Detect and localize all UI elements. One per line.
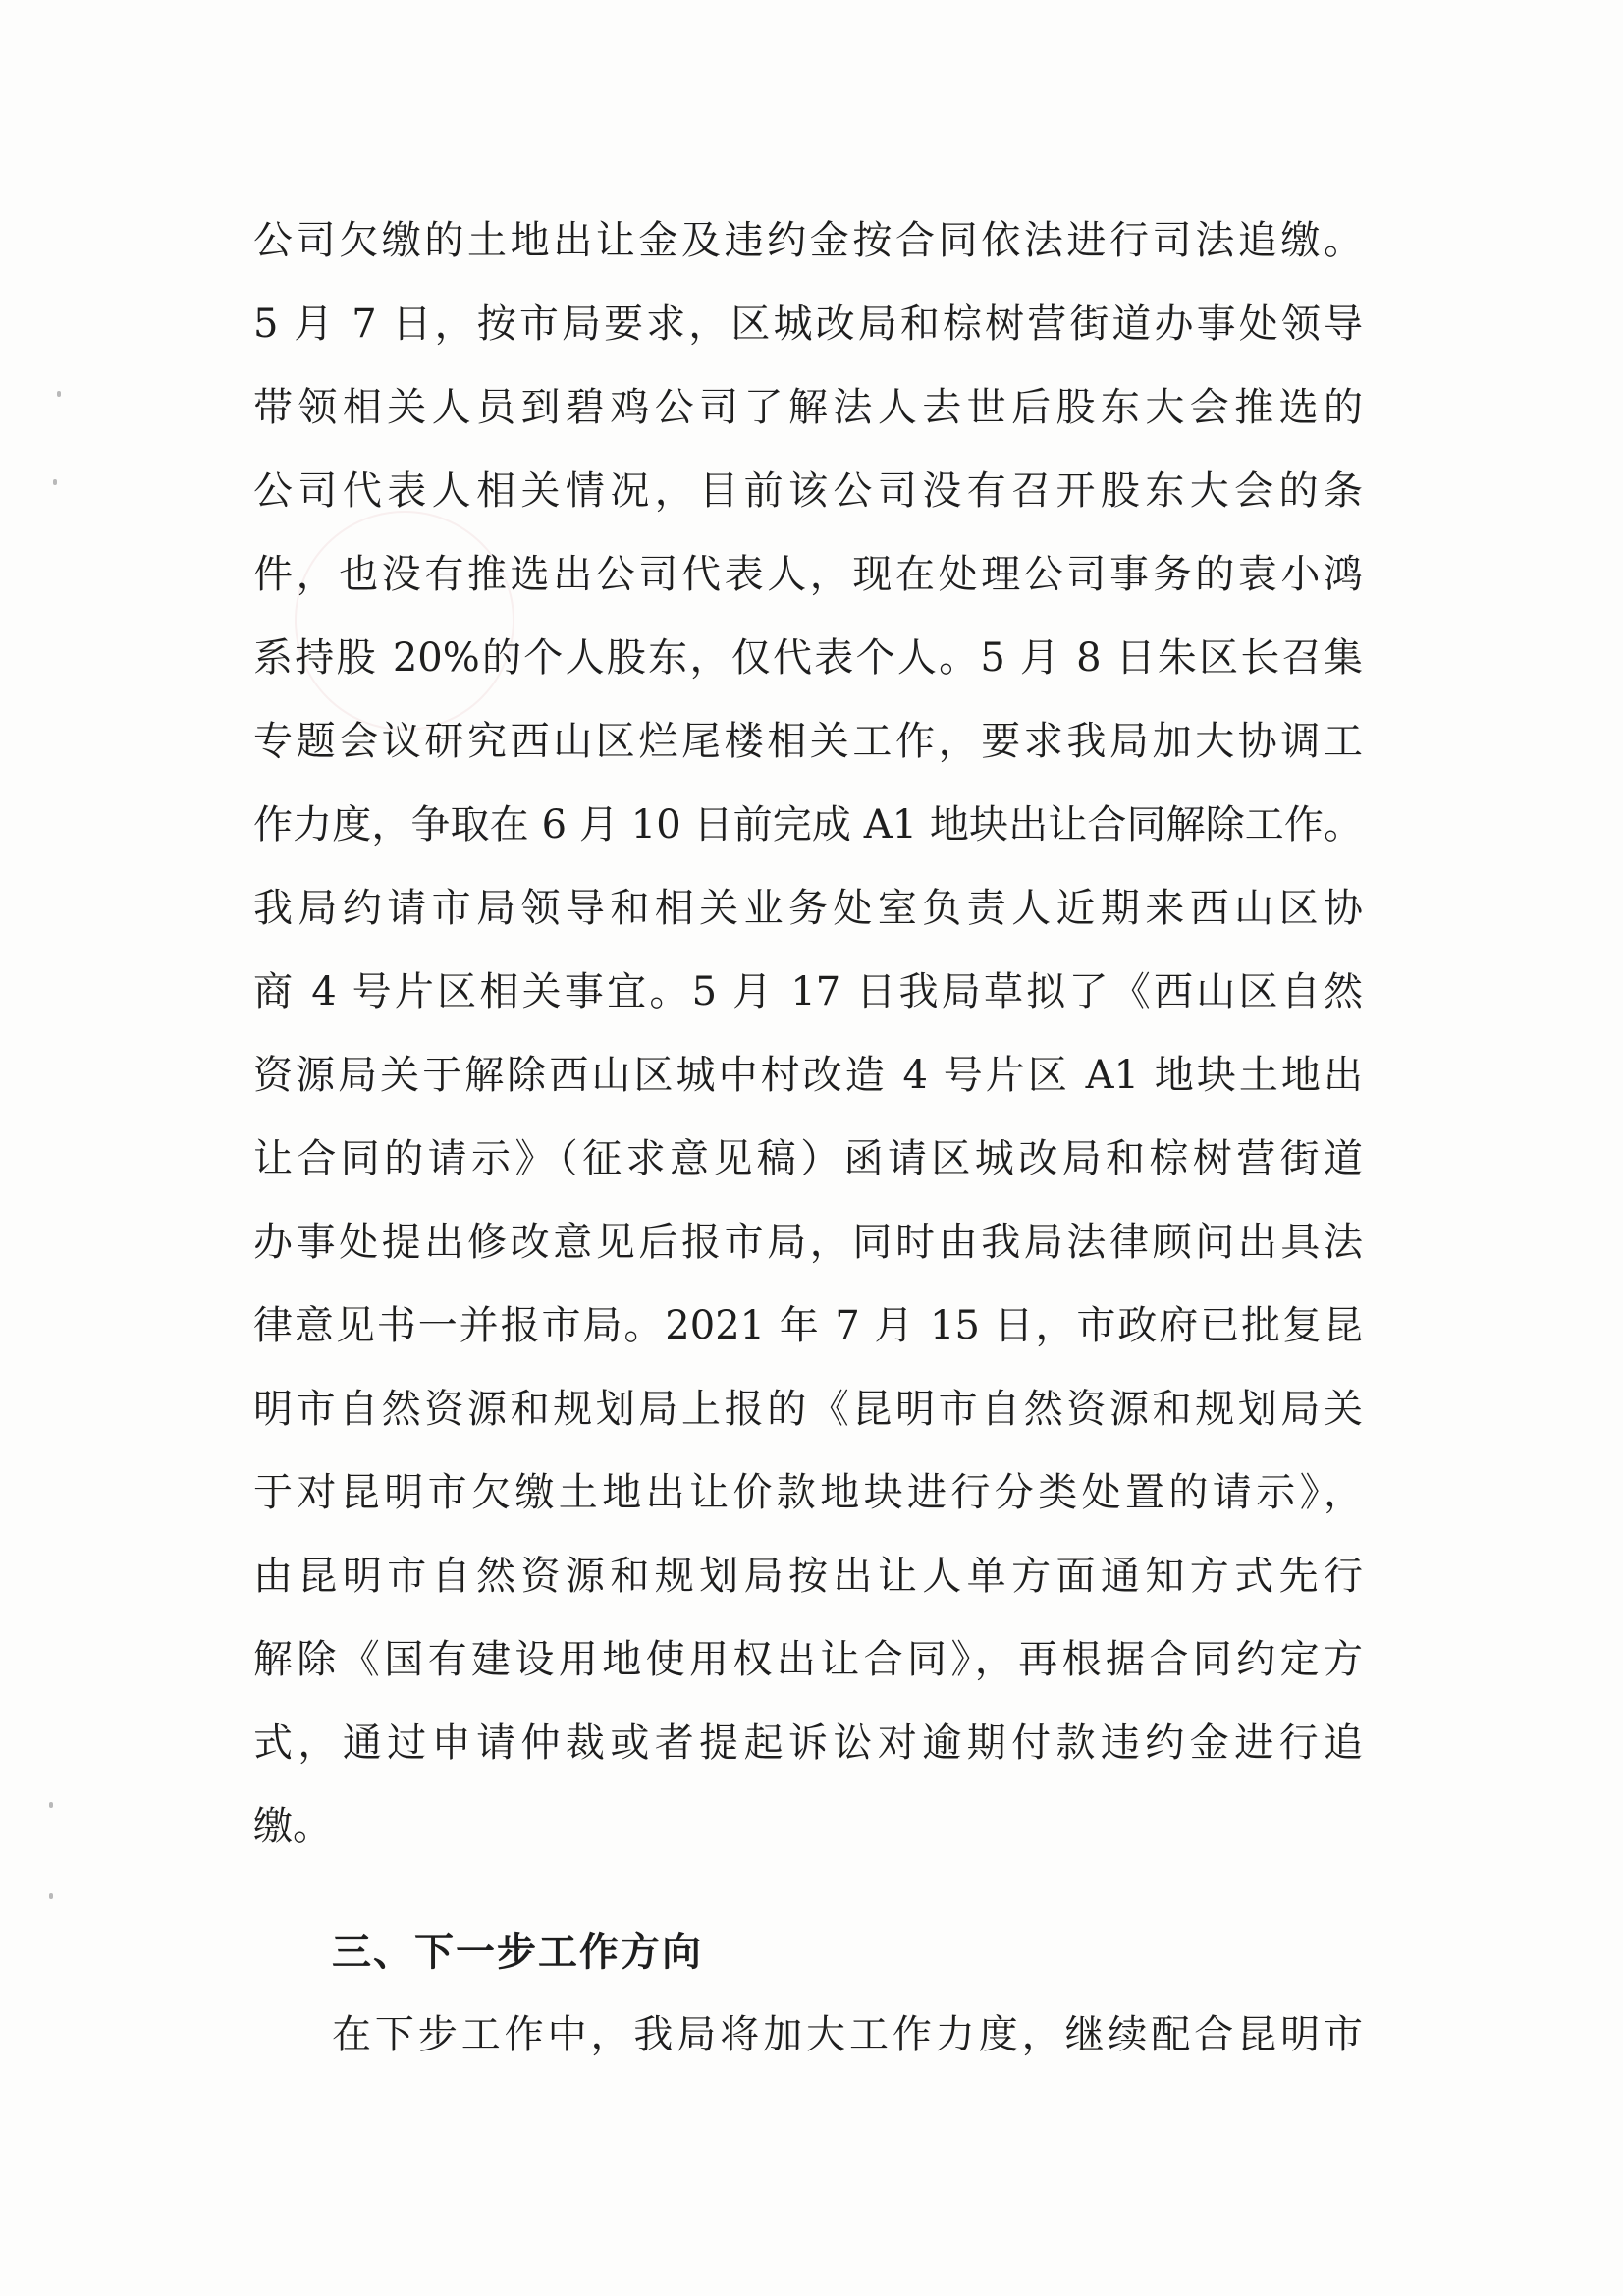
scan-speck (53, 479, 57, 485)
text-line: 让合同的请示》（征求意见稿）函请区城改局和棕树营街道 (253, 1136, 1363, 1181)
text-line: 明市自然资源和规划局上报的《昆明市自然资源和规划局关 (253, 1387, 1363, 1432)
text-line: 公司欠缴的土地出让金及违约金按合同依法进行司法追缴。 (253, 218, 1363, 263)
text-line: 5 月 7 日，按市局要求，区城改局和棕树营街道办事处领导 (253, 301, 1363, 347)
section-heading: 三、下一步工作方向 (332, 1930, 703, 1975)
text-line: 资源局关于解除西山区城中村改造 4 号片区 A1 地块土地出 (253, 1053, 1363, 1098)
text-line: 带领相关人员到碧鸡公司了解法人去世后股东大会推选的 (253, 385, 1363, 430)
scan-speck (49, 1802, 53, 1808)
text-line: 作力度，争取在 6 月 10 日前完成 A1 地块出让合同解除工作。 (253, 802, 1363, 847)
text-line: 办事处提出修改意见后报市局，同时由我局法律顾问出具法 (253, 1220, 1363, 1265)
text-line: 由昆明市自然资源和规划局按出让人单方面通知方式先行 (253, 1554, 1363, 1599)
text-line: 系持股 20%的个人股东，仅代表个人。5 月 8 日朱区长召集 (253, 635, 1363, 681)
text-line: 于对昆明市欠缴土地出让价款地块进行分类处置的请示》， (253, 1470, 1363, 1515)
text-line: 公司代表人相关情况，目前该公司没有召开股东大会的条 (253, 468, 1363, 514)
text-line: 在下步工作中，我局将加大工作力度，继续配合昆明市 (332, 2012, 1363, 2057)
scan-speck (57, 391, 61, 397)
text-line: 式，通过申请仲裁或者提起诉讼对逾期付款违约金进行追 (253, 1721, 1363, 1766)
text-line: 缴。 (253, 1804, 332, 1849)
text-line: 律意见书一并报市局。2021 年 7 月 15 日，市政府已批复昆 (253, 1303, 1363, 1348)
text-line: 解除《国有建设用地使用权出让合同》，再根据合同约定方 (253, 1637, 1363, 1682)
scan-speck (49, 1893, 53, 1899)
text-line: 专题会议研究西山区烂尾楼相关工作，要求我局加大协调工 (253, 719, 1363, 764)
text-line: 我局约请市局领导和相关业务处室负责人近期来西山区协 (253, 886, 1363, 931)
text-line: 商 4 号片区相关事宜。5 月 17 日我局草拟了《西山区自然 (253, 969, 1363, 1014)
text-line: 件，也没有推选出公司代表人，现在处理公司事务的袁小鸿 (253, 552, 1363, 597)
faded-stamp-mark (295, 511, 514, 731)
